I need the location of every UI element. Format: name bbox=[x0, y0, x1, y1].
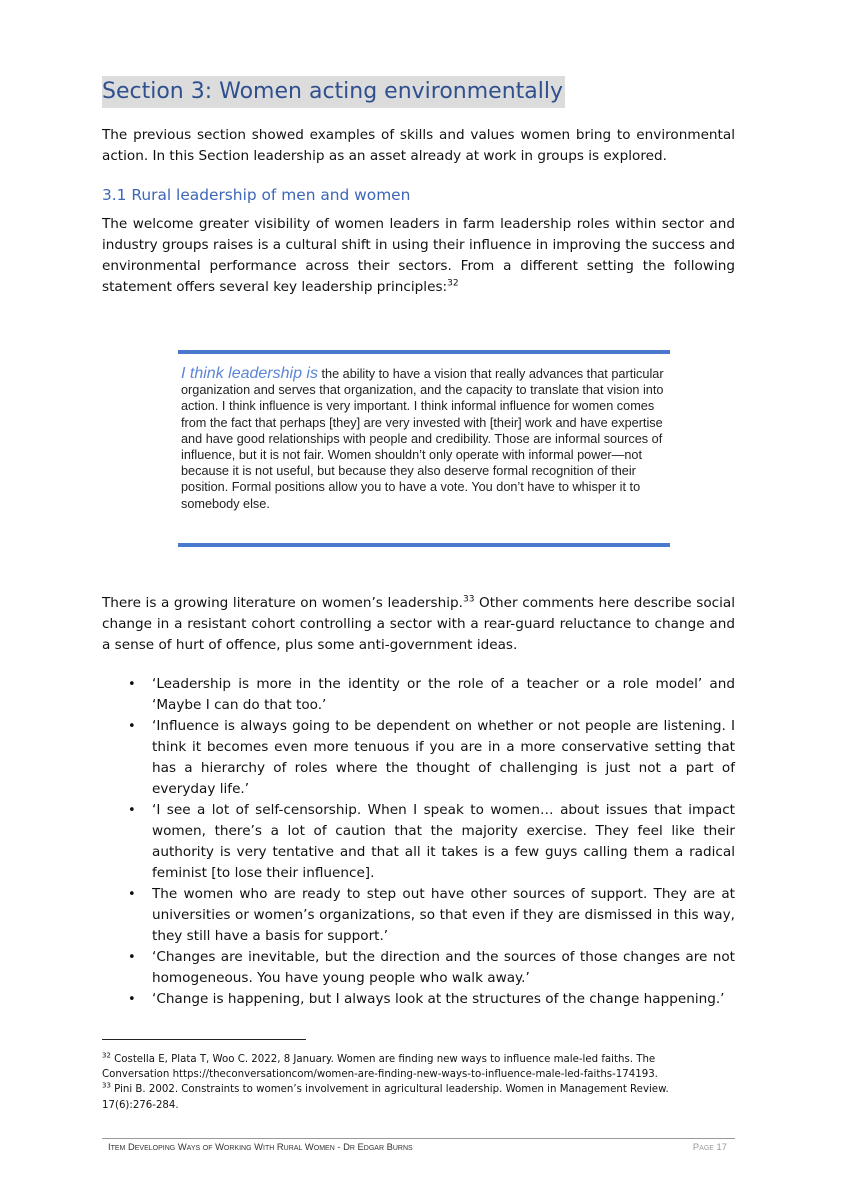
footer-separator bbox=[102, 1138, 735, 1139]
footnote-text: Costella E, Plata T, Woo C. 2022, 8 January. Women are finding new ways to influence male-led faiths. The Conversation https://theconversationcom/women-are-finding-new-ways-to-influence-male-led-faiths-174193. bbox=[102, 1054, 658, 1081]
footnote-ref-33[interactable]: 33 bbox=[462, 594, 475, 605]
bullet-item bbox=[102, 947, 735, 989]
section-intro-paragraph: The previous section showed examples of skills and values women bring to environmental action. In this Section leadership as an asset already at work in groups is explored. bbox=[102, 127, 735, 164]
footnote-text: Pini B. 2002. Constraints to women’s involvement in agricultural leadership. Women in Management Review. 17(6):276-284. bbox=[102, 1084, 669, 1111]
quote-bullet-list bbox=[102, 674, 735, 1010]
page-number: Page 17 bbox=[692, 1141, 727, 1152]
literature-paragraph-end: Other comments here describe social change in a resistant cohort controlling a sector with a rear-guard reluctance to change and a sense of hurt of offence, plus some anti-government ideas. bbox=[102, 595, 735, 653]
bullet-text: ‘Changes are inevitable, but the direction and the sources of those changes are not homogeneous. You have young people who walk away.’ bbox=[152, 949, 735, 986]
leadership-quote-box bbox=[178, 350, 670, 548]
quote-body: the ability to have a vision that really advances that particular organization and serves that organization, and the capacity to translate that vision into action. I think influence is very important. I think informal influence for women comes from the fact that perhaps [they] are very invested with [their] work and have expertise and have good relationships with people and credibility. Those are informal sources of influence, but it is not fair. Women shouldn’t only operate with informal power—not because it is not useful, but because they also deserve formal recognition of their position. Formal positions allow you to have a vote. You don’t have to whisper it to somebody else. bbox=[181, 367, 664, 511]
bullet-text: ‘Leadership is more in the identity or the role of a teacher or a role model’ and ‘Maybe I can do that too.’ bbox=[152, 676, 735, 713]
quote-top-rule bbox=[178, 350, 670, 354]
quote-lead: I think leadership is bbox=[181, 365, 318, 382]
footnote-separator bbox=[102, 1039, 306, 1040]
bullet-item bbox=[102, 674, 735, 716]
bullet-item bbox=[102, 884, 735, 947]
bullet-icon: • bbox=[128, 992, 136, 1007]
bullet-text: ‘Change is happening, but I always look at the structures of the change happening.’ bbox=[152, 991, 725, 1007]
bullet-item bbox=[102, 800, 735, 884]
footnote-33 bbox=[102, 1082, 722, 1112]
section-heading: Section 3: Women acting environmentally bbox=[102, 76, 565, 108]
literature-paragraph bbox=[102, 593, 735, 656]
bullet-text: ‘Influence is always going to be dependent on whether or not people are listening. I think it becomes even more tenuous if you are in a more conservative setting that has a hierarchy of roles where the thought of challenging is just not a part of everyday life.’ bbox=[152, 718, 735, 797]
leadership-paragraph bbox=[102, 214, 735, 298]
bullet-icon: • bbox=[128, 677, 136, 692]
footer-title: Item Developing Ways of Working With Rural Women - Dr Edgar Burns bbox=[108, 1141, 413, 1152]
quote-bottom-rule bbox=[178, 543, 670, 547]
footnotes bbox=[102, 1052, 722, 1113]
quote-text bbox=[181, 366, 667, 512]
footnote-32 bbox=[102, 1052, 722, 1082]
bullet-icon: • bbox=[128, 887, 136, 902]
bullet-icon: • bbox=[128, 719, 136, 734]
bullet-text: ‘I see a lot of self-censorship. When I speak to women… about issues that impact women, there’s a lot of caution that the majority exercise. They feel like their authority is very tentative and that all it takes is a few guys calling them a radical feminist [to lose their influence]. bbox=[152, 802, 735, 881]
bullet-item bbox=[102, 989, 735, 1010]
footnote-number: 33 bbox=[102, 1082, 111, 1091]
footnote-ref-32[interactable]: 32 bbox=[447, 278, 459, 289]
subsection-heading: 3.1 Rural leadership of men and women bbox=[102, 186, 411, 204]
bullet-icon: • bbox=[128, 803, 136, 818]
bullet-icon: • bbox=[128, 950, 136, 965]
literature-paragraph-start: There is a growing literature on women’s leadership. bbox=[102, 595, 463, 611]
footnote-number: 32 bbox=[102, 1051, 111, 1060]
leadership-paragraph-text: The welcome greater visibility of women leaders in farm leadership roles within sector and industry groups raises is a cultural shift in using their influence in improving the success and environmental performance across their sectors. From a different setting the following statement offers several key leadership principles: bbox=[102, 216, 735, 295]
bullet-item bbox=[102, 716, 735, 800]
bullet-text: The women who are ready to step out have other sources of support. They are at universities or women’s organizations, so that even if they are dismissed in this way, they still have a basis for support.’ bbox=[152, 886, 735, 944]
